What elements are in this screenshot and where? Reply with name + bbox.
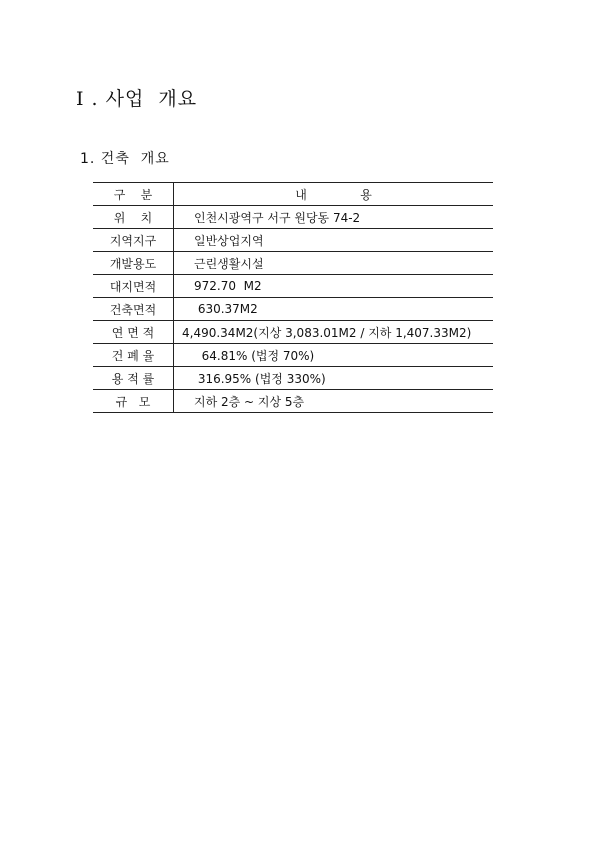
row-label-use: 개발용도: [93, 252, 174, 275]
table-row: [93, 206, 493, 229]
table-row: [93, 275, 493, 298]
building-overview-table: [93, 182, 493, 413]
row-label-location: 위 치: [93, 206, 174, 229]
row-value-total-floor-area: 4,490.34M2(지상 3,083.01M2 / 지하 1,407.33M2): [174, 321, 494, 344]
row-label-site-area: 대지면적: [93, 275, 174, 298]
row-value-building-area: 630.37M2: [174, 298, 494, 321]
row-value-coverage-ratio: 64.81% (법정 70%): [174, 344, 494, 367]
row-label-total-floor-area: 연 면 적: [93, 321, 174, 344]
row-value-site-area: 972.70 M2: [174, 275, 494, 298]
row-label-building-area: 건축면적: [93, 298, 174, 321]
table-row: [93, 367, 493, 390]
table-row: [93, 229, 493, 252]
table-row: [93, 344, 493, 367]
row-value-scale: 지하 2층 ~ 지상 5층: [174, 390, 494, 413]
section-title: Ⅰ . 사업 개요: [76, 88, 198, 110]
table-row: [93, 321, 493, 344]
table-header-row: [93, 183, 493, 206]
row-label-floor-area-ratio: 용 적 률: [93, 367, 174, 390]
row-value-zoning: 일반상업지역: [174, 229, 494, 252]
subsection-title: 1. 건축 개요: [80, 151, 170, 167]
table-row: [93, 390, 493, 413]
row-value-location: 인천시광역구 서구 원당동 74-2: [174, 206, 494, 229]
row-label-coverage-ratio: 건 폐 율: [93, 344, 174, 367]
row-label-zoning: 지역지구: [93, 229, 174, 252]
row-value-floor-area-ratio: 316.95% (법정 330%): [174, 367, 494, 390]
header-value-cell: 내 용: [174, 183, 494, 206]
row-value-use: 근린생활시설: [174, 252, 494, 275]
table-row: [93, 298, 493, 321]
header-label-cell: 구 분: [93, 183, 174, 206]
table-row: [93, 252, 493, 275]
row-label-scale: 규 모: [93, 390, 174, 413]
